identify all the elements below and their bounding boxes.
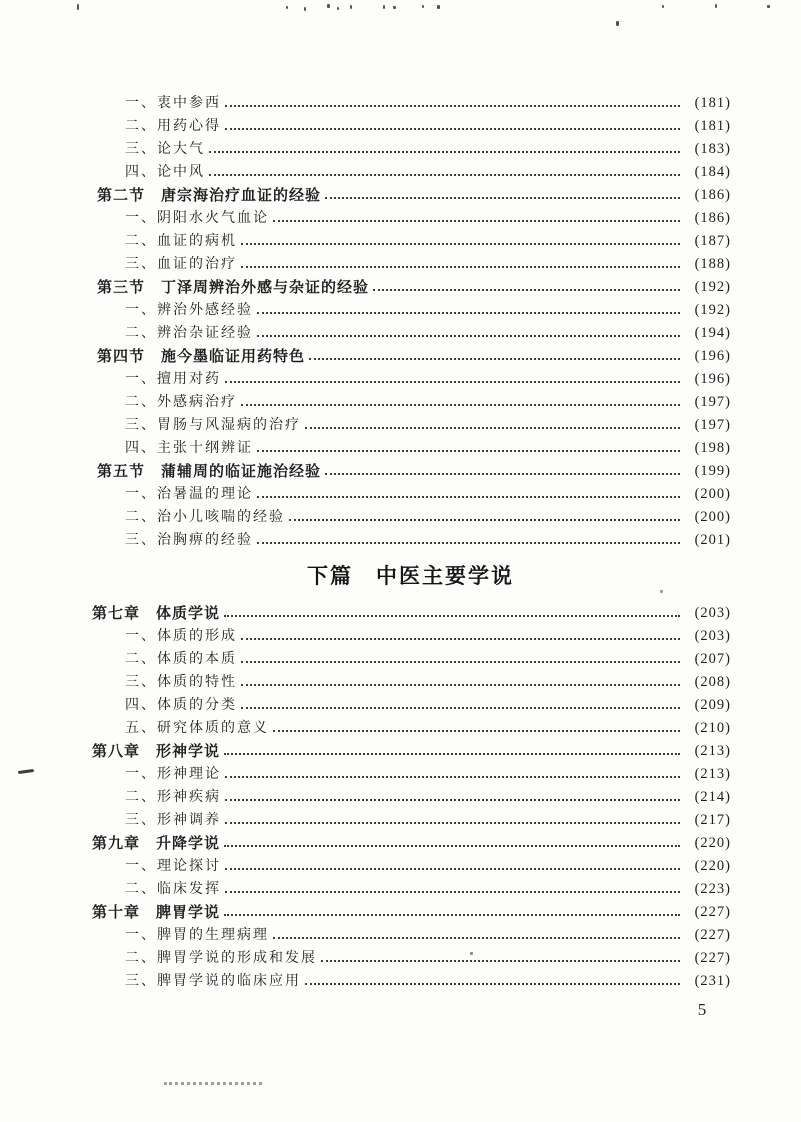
dot-leader <box>225 92 680 107</box>
entry-title: 四、论中风 <box>125 165 205 180</box>
entry-title: 一、体质的形成 <box>125 629 237 644</box>
entry-title: 二、外感病治疗 <box>125 395 237 410</box>
entry-page: (197) <box>694 394 731 410</box>
dot-leader <box>224 602 680 617</box>
entry-page: (213) <box>694 766 731 782</box>
entry-page: (214) <box>694 789 731 805</box>
entry-page: (198) <box>694 440 731 456</box>
toc-entry <box>90 506 731 529</box>
scan-speck <box>286 6 288 9</box>
entry-page: (196) <box>694 348 731 364</box>
dot-leader <box>209 138 680 153</box>
entry-page: (199) <box>694 463 731 479</box>
toc-entry <box>90 161 731 184</box>
table-of-contents <box>90 92 731 993</box>
toc-entry <box>90 391 731 414</box>
dot-leader <box>225 368 680 383</box>
entry-title: 第十章 脾胃学说 <box>92 904 221 921</box>
entry-title: 二、辨治杂证经验 <box>125 326 253 341</box>
scan-speck <box>337 7 339 10</box>
dot-leader <box>209 161 680 176</box>
scan-smudge <box>164 1082 262 1085</box>
entry-page: (181) <box>694 118 731 134</box>
toc-entry <box>90 92 731 115</box>
toc-entry <box>90 625 731 648</box>
entry-title: 三、论大气 <box>125 142 205 157</box>
dot-leader <box>325 184 680 199</box>
toc-entry <box>90 717 731 740</box>
entry-page: (186) <box>694 210 731 226</box>
toc-lower-section <box>90 602 731 993</box>
toc-entry <box>90 230 731 253</box>
entry-page: (201) <box>694 532 731 548</box>
entry-title: 三、治胸痹的经验 <box>125 533 253 548</box>
entry-page: (183) <box>694 141 731 157</box>
entry-page: (208) <box>694 674 731 690</box>
dot-leader <box>257 483 680 498</box>
dot-leader <box>305 970 680 985</box>
entry-page: (227) <box>694 904 731 920</box>
scan-speck <box>715 4 717 8</box>
entry-title: 一、辨治外感经验 <box>125 303 253 318</box>
entry-page: (192) <box>694 302 731 318</box>
dot-leader <box>225 763 680 778</box>
toc-entry <box>90 947 731 970</box>
toc-entry <box>90 694 731 717</box>
entry-title: 二、血证的病机 <box>125 234 237 249</box>
dot-leader <box>241 694 680 709</box>
toc-entry <box>90 901 731 924</box>
toc-entry <box>90 483 731 506</box>
entry-title: 三、胃肠与风湿病的治疗 <box>125 418 301 433</box>
dot-leader <box>273 717 680 732</box>
entry-page: (184) <box>694 164 731 180</box>
toc-entry <box>90 671 731 694</box>
entry-title: 二、脾胃学说的形成和发展 <box>125 951 317 966</box>
scan-speck <box>327 4 330 8</box>
dot-leader <box>225 878 680 893</box>
entry-page: (227) <box>694 927 731 943</box>
dot-leader <box>273 924 680 939</box>
dot-leader <box>225 786 680 801</box>
dot-leader <box>241 648 680 663</box>
dot-leader <box>225 809 680 824</box>
dot-leader <box>373 276 680 291</box>
toc-entry <box>90 763 731 786</box>
dot-leader <box>257 529 680 544</box>
entry-page: (223) <box>694 881 731 897</box>
toc-entry <box>90 299 731 322</box>
dot-leader <box>224 901 680 916</box>
entry-title: 五、研究体质的意义 <box>125 721 269 736</box>
toc-entry <box>90 970 731 993</box>
toc-entry <box>90 322 731 345</box>
scan-speck <box>662 5 664 8</box>
entry-page: (181) <box>694 95 731 111</box>
entry-page: (207) <box>694 651 731 667</box>
dot-leader <box>309 345 680 360</box>
toc-entry <box>90 602 731 625</box>
entry-title: 一、形神理论 <box>125 767 221 782</box>
toc-entry <box>90 786 731 809</box>
entry-page: (203) <box>694 628 731 644</box>
entry-page: (187) <box>694 233 731 249</box>
entry-title: 二、治小儿咳喘的经验 <box>125 510 285 525</box>
entry-title: 一、阴阳水火气血论 <box>125 211 269 226</box>
entry-title: 第二节 唐宗海治疗血证的经验 <box>97 187 322 204</box>
toc-entry <box>90 437 731 460</box>
entry-page: (227) <box>694 950 731 966</box>
entry-title: 二、形神疾病 <box>125 790 221 805</box>
scan-speck <box>393 6 396 9</box>
dot-leader <box>325 460 680 475</box>
dot-leader <box>289 506 680 521</box>
toc-entry <box>90 855 731 878</box>
entry-page: (194) <box>694 325 731 341</box>
entry-page: (203) <box>694 605 731 621</box>
dot-leader <box>257 299 680 314</box>
entry-title: 第九章 升降学说 <box>92 835 221 852</box>
entry-title: 第八章 形神学说 <box>92 743 221 760</box>
entry-page: (200) <box>694 486 731 502</box>
dot-leader <box>225 115 680 130</box>
part-heading: 下篇 中医主要学说 <box>307 565 514 588</box>
toc-entry <box>90 138 731 161</box>
page-number: 5 <box>697 1000 707 1019</box>
toc-entry <box>90 924 731 947</box>
entry-title: 四、主张十纲辨证 <box>125 441 253 456</box>
entry-title: 三、血证的治疗 <box>125 257 237 272</box>
entry-title: 二、体质的本质 <box>125 652 237 667</box>
dot-leader <box>224 832 680 847</box>
entry-title: 一、衷中参西 <box>125 96 221 111</box>
toc-entry <box>90 529 731 552</box>
toc-entry <box>90 740 731 763</box>
entry-page: (197) <box>694 417 731 433</box>
entry-title: 二、用药心得 <box>125 119 221 134</box>
scan-speck <box>304 7 306 11</box>
entry-title: 三、体质的特性 <box>125 675 237 690</box>
toc-entry <box>90 809 731 832</box>
entry-page: (217) <box>694 812 731 828</box>
entry-page: (210) <box>694 720 731 736</box>
entry-title: 第四节 施今墨临证用药特色 <box>97 348 306 365</box>
entry-title: 第七章 体质学说 <box>92 605 221 622</box>
scan-speck <box>767 5 770 8</box>
toc-entry <box>90 207 731 230</box>
toc-entry <box>90 253 731 276</box>
entry-page: (186) <box>694 187 731 203</box>
dot-leader <box>241 230 680 245</box>
entry-title: 一、理论探讨 <box>125 859 221 874</box>
dot-leader <box>241 671 680 686</box>
entry-page: (220) <box>694 858 731 874</box>
dot-leader <box>241 391 680 406</box>
toc-entry <box>90 878 731 901</box>
entry-page: (220) <box>694 835 731 851</box>
entry-title: 第五节 蒲辅周的临证施治经验 <box>97 463 322 480</box>
dot-leader <box>241 625 680 640</box>
scan-speck <box>422 5 424 8</box>
dot-leader <box>241 253 680 268</box>
entry-title: 一、治暑温的理论 <box>125 487 253 502</box>
entry-title: 一、脾胃的生理病理 <box>125 928 269 943</box>
entry-title: 三、形神调养 <box>125 813 221 828</box>
toc-entry <box>90 648 731 671</box>
dot-leader <box>305 414 680 429</box>
entry-page: (196) <box>694 371 731 387</box>
entry-page: (209) <box>694 697 731 713</box>
entry-title: 四、体质的分类 <box>125 698 237 713</box>
dot-leader <box>273 207 680 222</box>
toc-entry <box>90 368 731 391</box>
toc-entry <box>90 460 731 483</box>
entry-title: 第三节 丁泽周辨治外感与杂证的经验 <box>97 279 370 296</box>
toc-upper-section <box>90 92 731 552</box>
scan-speck <box>383 5 385 9</box>
toc-entry <box>90 345 731 368</box>
toc-entry <box>90 115 731 138</box>
dot-leader <box>225 855 680 870</box>
entry-page: (231) <box>694 973 731 989</box>
scan-dash-mark <box>18 769 34 774</box>
toc-entry <box>90 276 731 299</box>
scan-speck <box>77 4 79 10</box>
dot-leader <box>257 437 680 452</box>
entry-page: (188) <box>694 256 731 272</box>
toc-entry <box>90 832 731 855</box>
toc-entry <box>90 184 731 207</box>
entry-title: 一、擅用对药 <box>125 372 221 387</box>
dot-leader <box>257 322 680 337</box>
dot-leader <box>321 947 680 962</box>
entry-page: (213) <box>694 743 731 759</box>
entry-title: 二、临床发挥 <box>125 882 221 897</box>
scan-speck <box>616 21 619 26</box>
entry-page: (200) <box>694 509 731 525</box>
scan-speck <box>350 5 352 9</box>
toc-entry <box>90 414 731 437</box>
dot-leader <box>224 740 680 755</box>
entry-title: 三、脾胃学说的临床应用 <box>125 974 301 989</box>
entry-page: (192) <box>694 279 731 295</box>
scan-speck <box>437 5 440 9</box>
